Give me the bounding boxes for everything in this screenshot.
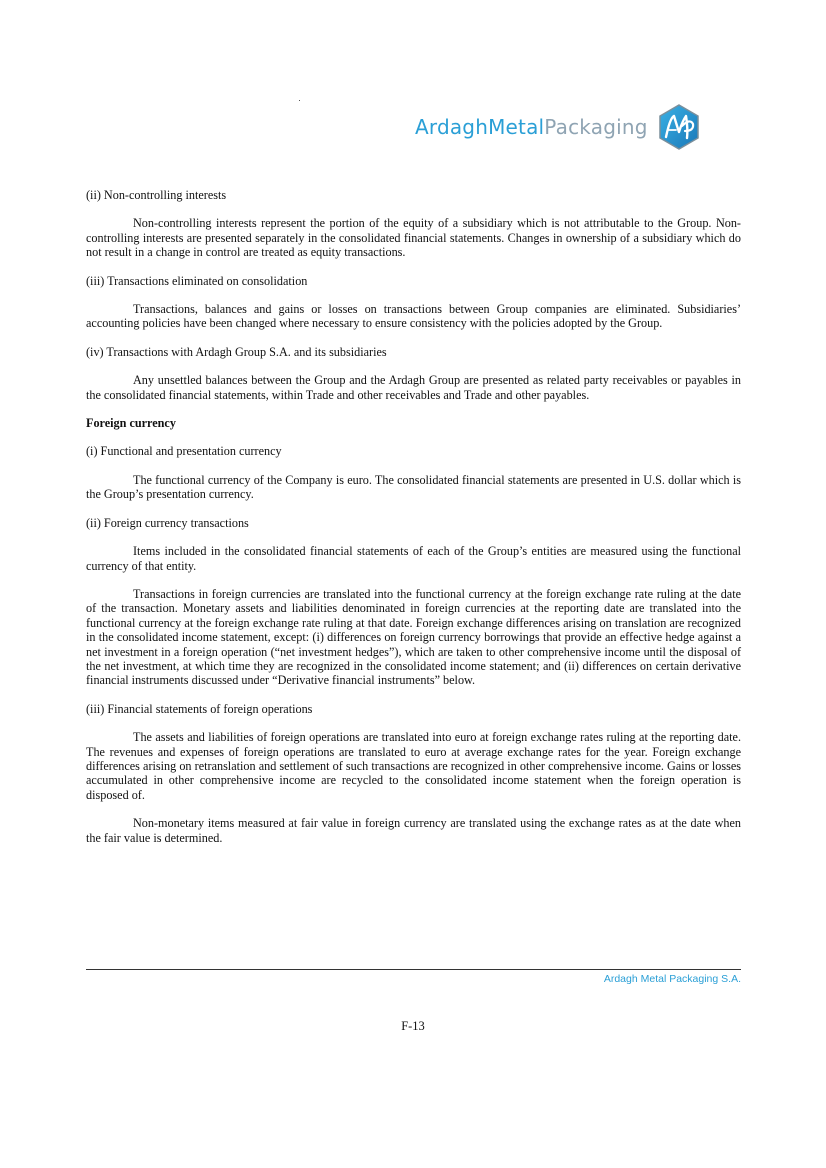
- paragraph-transactions-ardagh-group: Any unsettled balances between the Group and the Ardagh Group are presented as related party receivables or payables in the consolidated financial statements, within Trade and other receivables and Trade and other payables.: [86, 373, 741, 402]
- subheading-transactions-eliminated: (iii) Transactions eliminated on consolidation: [86, 273, 308, 288]
- page-number: F-13: [401, 1019, 425, 1033]
- paragraph-foreign-currency-translation: Transactions in foreign currencies are translated into the functional currency at the foreign exchange rate ruling at the date of the transaction. Monetary assets and liabilities denominated in foreign currencies at the reporting date are translated into the functional currency at the foreign exchange rate ruling at that date. Foreign exchange differences arising on translation are recognized in the consolidated income statement, except: (i) differences on foreign currency borrowings that provide an effective hedge against a net investment in a foreign operation (“net investment hedges”), which are taken to other comprehensive income until the disposal of the net investment, at which time they are recognized in the consolidated income statement; and (ii) differences on certain derivative financial instruments discussed under “Derivative financial instruments” below.: [86, 586, 741, 688]
- footer-divider: [86, 969, 741, 970]
- paragraph-non-monetary-items: Non-monetary items measured at fair value in foreign currency are translated using the exchange rates as at the date when the fair value is determined.: [86, 816, 741, 845]
- paragraph-transactions-eliminated: Transactions, balances and gains or losses on transactions between Group companies are eliminated. Subsidiaries’ accounting policies have been changed where necessary to ensure consistency with the policies adopted by the Group.: [86, 302, 741, 331]
- document-body: [86, 188, 741, 859]
- subheading-foreign-operations: (iii) Financial statements of foreign operations: [86, 701, 313, 716]
- paragraph-functional-currency: The functional currency of the Company is euro. The consolidated financial statements are presented in U.S. dollar which is the Group’s presentation currency.: [86, 472, 741, 502]
- logo-word-packaging: Packaging: [544, 115, 648, 139]
- paragraph-non-controlling-interests: Non-controlling interests represent the portion of the equity of a subsidiary which is not attributable to the Group. Non-controlling interests are presented separately in the consolidated financial statements. Changes in ownership of a subsidiary which do not result in a change in control are treated as equity transactions.: [86, 216, 741, 260]
- subheading-non-controlling-interests: (ii) Non-controlling interests: [86, 188, 227, 202]
- paragraph-foreign-currency-measurement: Items included in the consolidated financial statements of each of the Group’s entities are measured using the functional currency of that entity.: [86, 544, 741, 573]
- logo-word-metal: Metal: [488, 115, 545, 139]
- subheading-foreign-currency-transactions: (ii) Foreign currency transactions: [86, 515, 249, 530]
- amp-logo-icon: [656, 104, 702, 150]
- logo-wordmark: [415, 117, 648, 137]
- subheading-functional-currency: (i) Functional and presentation currency: [86, 444, 282, 459]
- paragraph-foreign-operations: The assets and liabilities of foreign operations are translated into euro at foreign exchange rates ruling at the reporting date. The revenues and expenses of foreign operations are translated to euro at average exchange rates for the year. Foreign exchange differences arising on retranslation and settlement of such transactions are recognized in other comprehensive income. Gains or losses accumulated in other comprehensive income are recycled to the consolidated income statement when the foreign operation is disposed of.: [86, 730, 741, 802]
- logo-word-ardagh: Ardagh: [415, 115, 489, 139]
- stray-dot: [299, 100, 300, 101]
- subheading-transactions-ardagh-group: (iv) Transactions with Ardagh Group S.A. and its subsidiaries: [86, 344, 387, 359]
- footer-company-name: Ardagh Metal Packaging S.A.: [603, 973, 741, 985]
- section-heading-foreign-currency: Foreign currency: [86, 416, 176, 431]
- company-logo: [415, 104, 702, 150]
